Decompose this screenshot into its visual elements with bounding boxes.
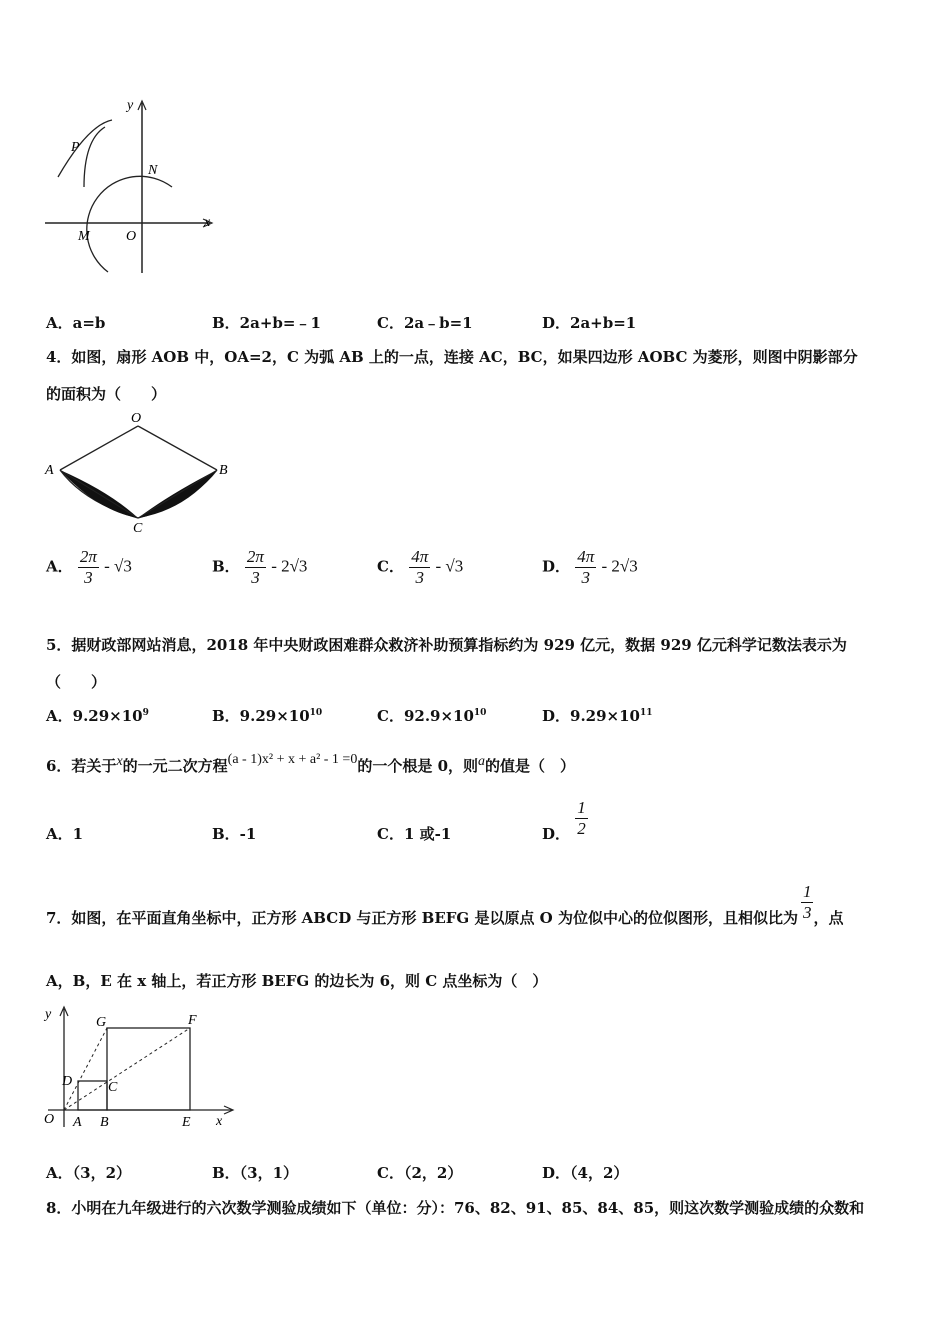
fig7-F-label: F [188,1013,197,1028]
fig7-A-label: A [73,1115,82,1130]
q6-option-c: C．1 或-1 [377,825,452,843]
q4-option-b: B． $\frac{2\pi}{3}$ - 2√3 [212,547,308,587]
q5-option-a: A．$9.29\times 10^9$ [46,707,149,725]
q7-question-line1: 7．如图，在平面直角坐标中，正方形 ABCD 与正方形 BEFG 是以原点 O 为位似中心的位似图形，且相似比为 $\frac{1}{3}$ ，点 [46,882,844,927]
figure-q3-coordinate [40,95,225,280]
q7-option-a: A．（3，2） [46,1164,132,1182]
q5-question-line1: 5．据财政部网站消息，2018 年中央财政困难群众救济补助预算指标约为 929 亿元，数据 929 亿元科学记数法表示为 [46,636,847,654]
fig7-G-label: G [96,1015,107,1030]
q4-option-a: A． $\frac{2\pi}{3}$ - √3 [46,547,132,587]
q4-option-c: C． $\frac{4\pi}{3}$ - √3 [377,547,464,587]
q5-question-line2: （ ） [46,673,107,691]
q5-option-b: B．$9.29\times 10^{10}$ [212,707,323,725]
fig3-x-label: x [204,215,211,230]
fig3-M-label: M [78,229,90,244]
fig4-A-label: A [45,463,54,478]
q4-option-b-fraction: $\frac{2\pi}{3}$ [246,547,264,587]
fig4-C-label: C [133,521,143,536]
fig3-y-label: y [127,98,134,113]
fig3-O-label: O [126,229,137,244]
q3-option-d: D．2a+b=1 [542,314,637,332]
fig7-B-label: B [100,1115,109,1130]
q7-option-c: C．（2，2） [377,1164,463,1182]
q6-option-d: D． $\frac{1}{2}$ [542,798,586,843]
q6-option-a: A．1 [46,825,84,843]
q6-option-d-fraction: $\frac{1}{2}$ [577,798,586,838]
q5-option-d: D．$9.29\times 10^{11}$ [542,707,653,725]
fig7-O-label: O [44,1112,55,1127]
figure-q4-sector [40,408,232,538]
q4-question-line1: 4．如图，扇形 AOB 中，OA=2，C 为弧 AB 上的一点，连接 AC，BC，如果四边形 AOBC 为菱形，则图中阴影部分 [46,348,858,366]
q4-option-d: D． $\frac{4\pi}{3}$ - 2√3 [542,547,638,587]
q3-option-c: C．2a﹣b=1 [377,314,473,332]
fig7-E-label: E [182,1115,191,1130]
q7-option-d: D．（4，2） [542,1164,629,1182]
q7-ratio-fraction: $\frac{1}{3}$ [802,882,812,922]
q3-option-b: B．2a+b=﹣1 [212,314,321,332]
q6-option-b: B．-1 [212,825,257,843]
q7-question-line2: A，B，E 在 x 轴上，若正方形 BEFG 的边长为 6，则 C 点坐标为（ ） [46,972,548,990]
q4-option-c-fraction: $\frac{4\pi}{3}$ [411,547,429,587]
q4-option-d-fraction: $\frac{4\pi}{3}$ [577,547,595,587]
figure-q7-squares [40,1003,240,1133]
q6-question: 6．若关于x的一元二次方程(a - 1)x² + x + a² - 1 =0的一个根是 0，则a的值是（ ） [46,752,576,775]
q4-option-a-fraction: $\frac{2\pi}{3}$ [79,547,97,587]
q5-option-c: C．$92.9\times 10^{10}$ [377,707,487,725]
fig4-O-label: O [131,411,142,426]
q4-question-line2: 的面积为（ ） [46,385,167,403]
fig3-P-label: P [71,140,80,155]
fig7-C-label: C [108,1080,118,1095]
fig7-x-label: x [216,1114,223,1129]
fig3-N-label: N [148,163,158,178]
fig7-D-label: D [62,1074,73,1089]
q7-option-b: B．（3，1） [212,1164,299,1182]
fig7-y-label: y [45,1007,52,1022]
fig4-B-label: B [219,463,228,478]
q3-option-a: A．a=b [46,314,106,332]
q8-question-line1: 8．小明在九年级进行的六次数学测验成绩如下（单位：分）：76、82、91、85、84、85，则这次数学测验成绩的众数和 [46,1199,865,1217]
